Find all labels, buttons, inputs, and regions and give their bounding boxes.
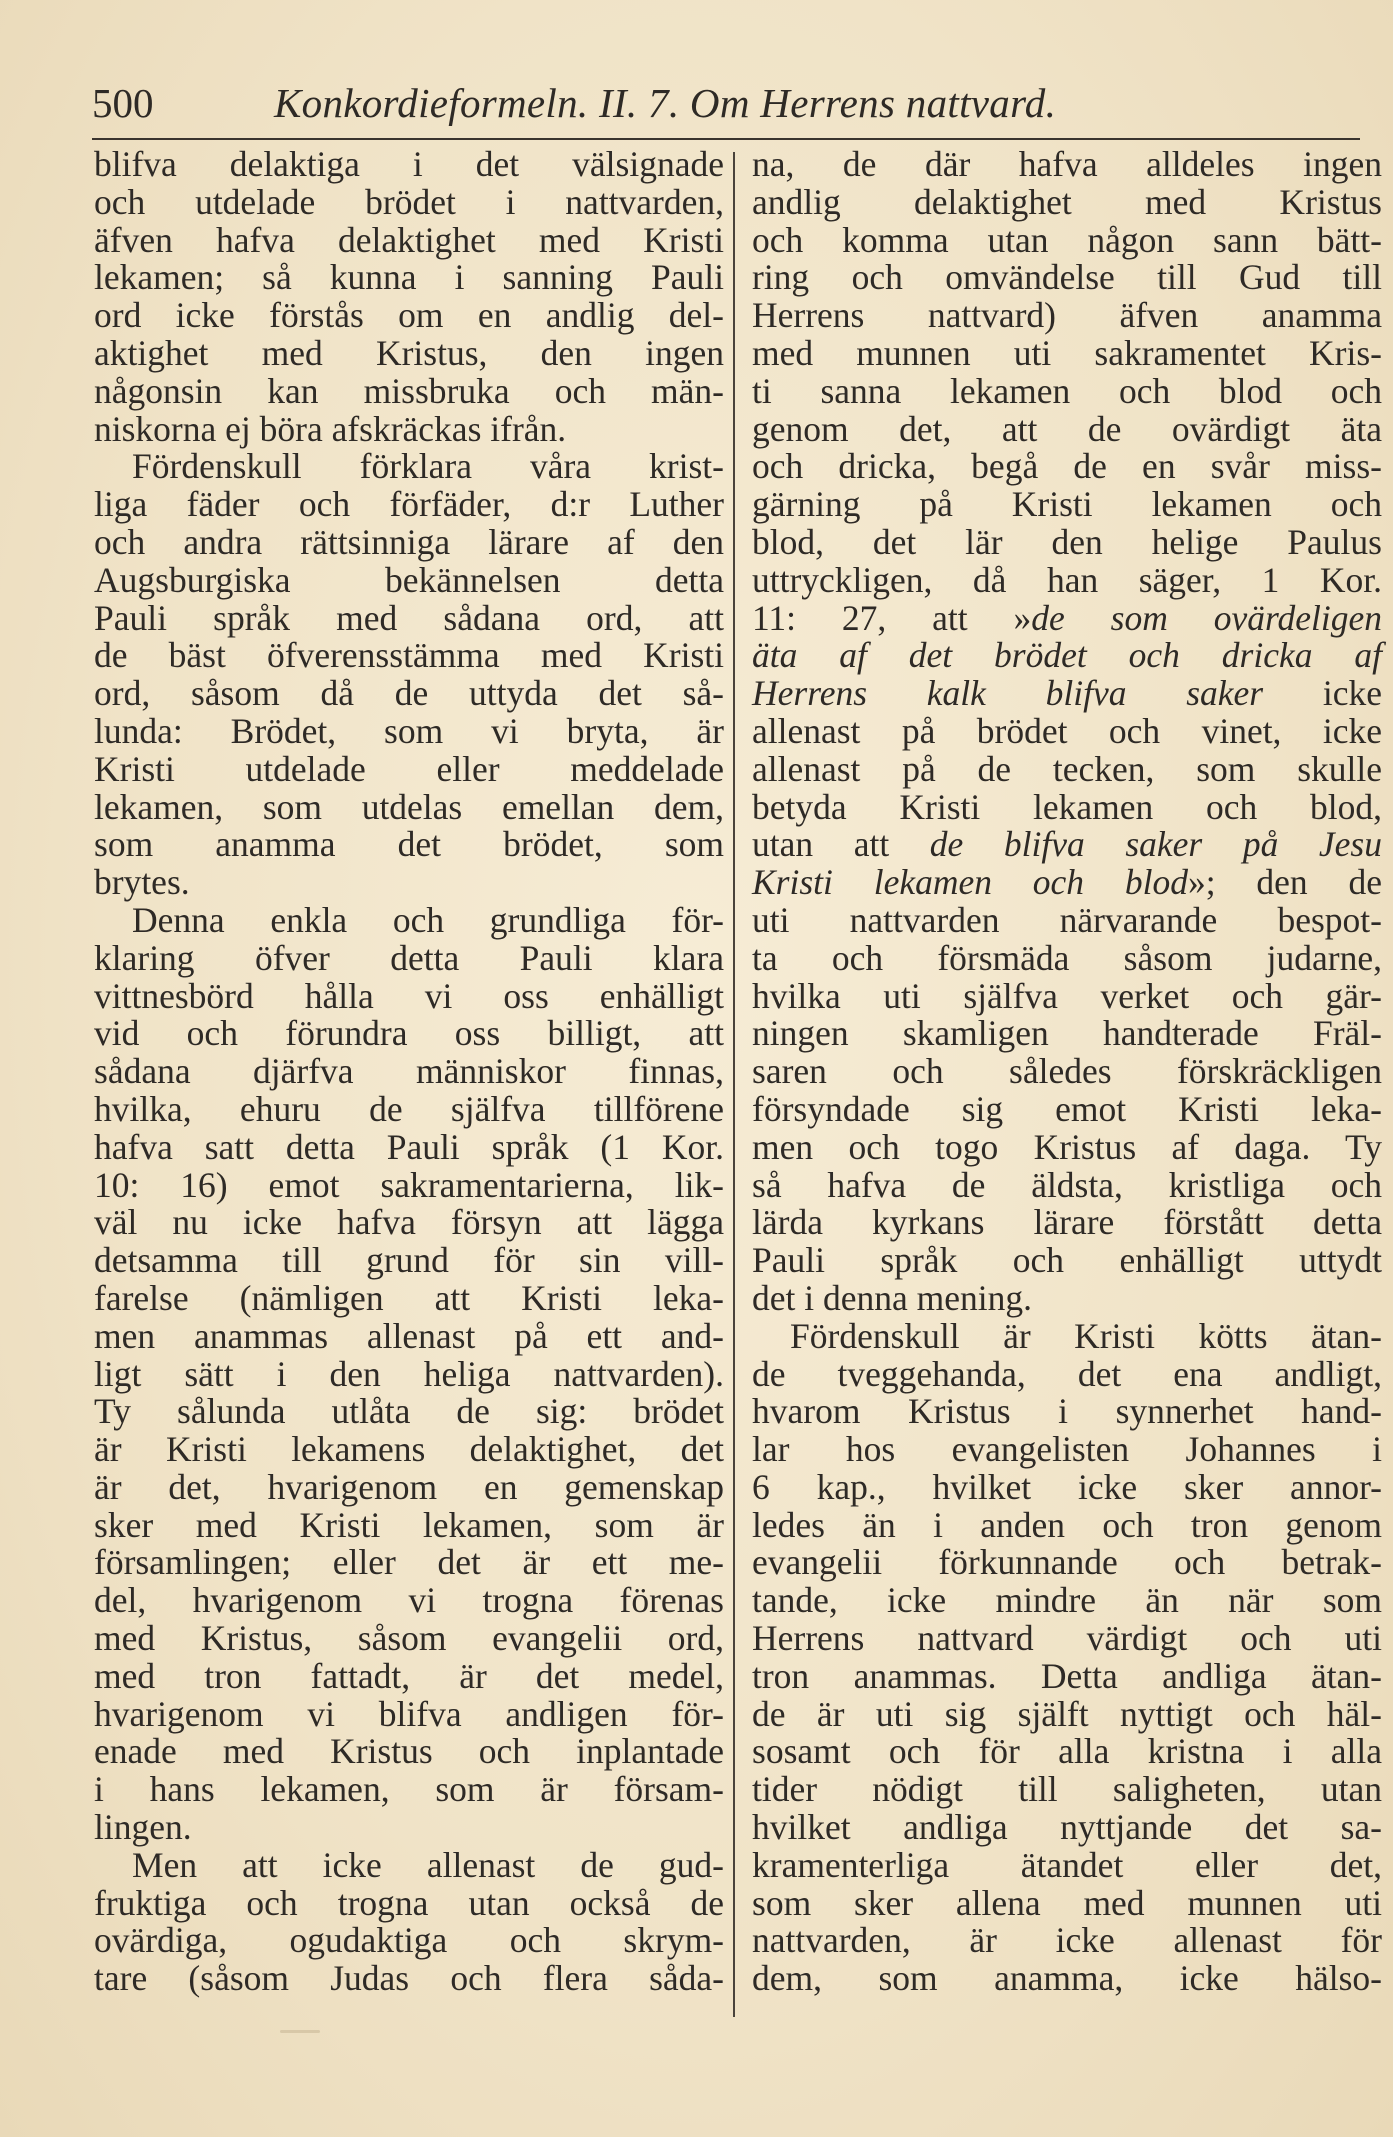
text-line: ord, såsom då de uttyda det så- [94, 673, 724, 714]
page-number: 500 [92, 80, 154, 126]
quote-segment: äta af det brödet och dricka af [752, 635, 1382, 676]
text-line: na, de där hafva alldeles ingen [752, 144, 1382, 184]
text-line [752, 637, 1382, 675]
text-line: och komma utan någon sann bätt- [752, 219, 1382, 260]
text-line: fruktiga och trogna utan också de [94, 1882, 724, 1923]
quote-segment: de blifva saker på Jesu [929, 824, 1382, 865]
text-segment: »; den de [1187, 862, 1382, 903]
text-line: saren och således förskräckligen [752, 1051, 1382, 1092]
text-line: de tveggehanda, det ena andligt, [752, 1353, 1382, 1394]
text-line: försyndade sig emot Kristi leka- [752, 1088, 1382, 1129]
text-line: väl nu icke hafva försyn att lägga [94, 1202, 724, 1243]
text-line: detsamma till grund för sin vill- [94, 1240, 724, 1281]
text-line: Ty sålunda utlåta de sig: brödet [94, 1391, 724, 1432]
text-line: Herrens nattvard) äfven anamma [752, 295, 1382, 336]
text-line: aktighet med Kristus, den ingen [94, 332, 724, 373]
text-line: så hafva de äldsta, kristliga och [752, 1164, 1382, 1205]
text-line: sådana djärfva människor finnas, [94, 1051, 724, 1092]
text-line: församlingen; eller det är ett me- [94, 1542, 724, 1583]
text-line: betyda Kristi lekamen och blod, [752, 786, 1382, 827]
text-line: Fördenskull är Kristi kötts ätan- [790, 1315, 1382, 1356]
text-line: ningen skamligen handterade Fräl- [752, 1013, 1382, 1054]
text-line: ti sanna lekamen och blod och [752, 370, 1382, 411]
text-line: 10: 16) emot sakramentarierna, lik- [94, 1164, 724, 1205]
text-line: Pauli språk och enhälligt uttydt [752, 1240, 1382, 1281]
text-line: Denna enkla och grundliga för- [132, 899, 724, 940]
left-column [94, 146, 724, 1998]
text-line: farelse (nämligen att Kristi leka- [94, 1277, 724, 1318]
header-rule [92, 138, 1360, 140]
text-line: andlig delaktighet med Kristus [752, 181, 1382, 222]
text-segment: icke [1263, 673, 1382, 714]
text-line: ligt sätt i den heliga nattvarden). [94, 1353, 724, 1394]
column-rule [733, 152, 735, 2017]
text-line: hvarom Kristus i synnerhet hand- [752, 1391, 1382, 1432]
text-line: Pauli språk med sådana ord, att [94, 597, 724, 638]
text-line: hvilka uti själfva verket och gär- [752, 975, 1382, 1016]
text-line: kramenterliga ätandet eller det, [752, 1844, 1382, 1885]
text-line: de bäst öfverensstämma med Kristi [94, 635, 724, 676]
text-line: Men att icke allenast de gud- [132, 1844, 724, 1885]
text-line: det i denna mening. [752, 1277, 1032, 1318]
text-line [752, 675, 1382, 713]
text-line: allenast på de tecken, som skulle [752, 748, 1382, 789]
text-line: som anamma det brödet, som [94, 824, 724, 865]
text-line: vittnesbörd hålla vi oss enhälligt [94, 975, 724, 1016]
quote-segment: Kristi lekamen och blod [752, 862, 1188, 903]
text-line: ring och omvändelse till Gud till [752, 257, 1382, 298]
text-line: lunda: Brödet, som vi bryta, är [94, 710, 724, 751]
text-line: hvilka, ehuru de själfva tillförene [94, 1088, 724, 1129]
text-line: är det, hvarigenom en gemenskap [94, 1466, 724, 1507]
text-line: uti nattvarden närvarande bespot- [752, 899, 1382, 940]
text-line: tider nödigt till saligheten, utan [752, 1769, 1382, 1810]
text-line: men anammas allenast på ett and- [94, 1315, 724, 1356]
text-line [752, 826, 1382, 864]
quote-segment: Herrens kalk blifva saker [752, 673, 1264, 714]
text-line: enade med Kristus och inplantade [94, 1731, 724, 1772]
text-line: med Kristus, såsom evangelii ord, [94, 1618, 724, 1659]
text-line: är Kristi lekamens delaktighet, det [94, 1429, 724, 1470]
text-line [752, 597, 1383, 638]
text-line: sosamt och för alla kristna i alla [752, 1731, 1382, 1772]
text-line: del, hvarigenom vi trogna förenas [94, 1580, 724, 1621]
text-line: genom det, att de ovärdigt äta [752, 408, 1382, 449]
text-line: uttryckligen, då han säger, 1 Kor. [752, 559, 1382, 600]
text-line: äfven hafva delaktighet med Kristi [94, 219, 724, 260]
text-line: ledes än i anden och tron genom [752, 1504, 1382, 1545]
quote-segment: de som ovärdeligen [1031, 597, 1383, 638]
text-line: 6 kap., hvilket icke sker annor- [752, 1466, 1382, 1507]
text-line: evangelii förkunnande och betrak- [752, 1542, 1382, 1583]
text-line: liga fäder och förfäder, d:r Luther [94, 484, 724, 525]
text-line: allenast på brödet och vinet, icke [752, 710, 1382, 751]
text-line: tare (såsom Judas och flera såda- [94, 1958, 724, 1999]
text-line: hvilket andliga nyttjande det sa- [752, 1807, 1382, 1848]
text-line: vid och förundra oss billigt, att [94, 1013, 724, 1054]
text-line: ovärdiga, ogudaktiga och skrym- [94, 1920, 724, 1961]
text-line: sker med Kristi lekamen, som är [94, 1504, 724, 1545]
text-line: blod, det lär den helige Paulus [752, 521, 1382, 562]
text-line: lingen. [94, 1807, 192, 1848]
right-column [752, 146, 1382, 1998]
text-line: lärda kyrkans lärare förstått detta [752, 1202, 1382, 1243]
page-header [92, 78, 1362, 128]
text-line: ta och försmäda såsom judarne, [752, 937, 1382, 978]
running-title: Konkordieformeln. II. 7. Om Herrens nattvard. [274, 80, 1057, 126]
text-line: dem, som anamma, icke hälso- [752, 1958, 1382, 1999]
text-line: hvarigenom vi blifva andligen för- [94, 1693, 724, 1734]
text-line: med tron fattadt, är det medel, [94, 1655, 724, 1696]
text-line: lekamen; så kunna i sanning Pauli [94, 257, 724, 298]
text-segment: 11: 27, att » [752, 597, 1032, 638]
text-line: de är uti sig själft nyttigt och häl- [752, 1693, 1382, 1734]
text-line [752, 864, 1382, 902]
text-line: tande, icke mindre än när som [752, 1580, 1382, 1621]
text-line: niskorna ej böra afskräckas ifrån. [94, 408, 567, 449]
text-segment: utan att [752, 824, 930, 865]
text-line: brytes. [94, 862, 190, 903]
text-line: som sker allena med munnen uti [752, 1882, 1382, 1923]
text-line: lar hos evangelisten Johannes i [752, 1429, 1382, 1470]
text-line: i hans lekamen, som är försam- [94, 1769, 724, 1810]
text-line: ord icke förstås om en andlig del- [94, 295, 724, 336]
text-line: lekamen, som utdelas emellan dem, [94, 786, 724, 827]
text-line: tron anammas. Detta andliga ätan- [752, 1655, 1382, 1696]
text-line: nattvarden, är icke allenast för [752, 1920, 1382, 1961]
text-line: och utdelade brödet i nattvarden, [94, 181, 724, 222]
text-line: och dricka, begå de en svår miss- [752, 446, 1382, 487]
text-line: hafva satt detta Pauli språk (1 Kor. [94, 1126, 724, 1167]
text-line: och andra rättsinniga lärare af den [94, 521, 724, 562]
text-line: Augsburgiska bekännelsen detta [94, 559, 724, 600]
page-blemish [280, 2030, 320, 2033]
text-line: med munnen uti sakramentet Kris- [752, 332, 1382, 373]
text-line: blifva delaktiga i det välsignade [94, 144, 724, 184]
text-line: klaring öfver detta Pauli klara [94, 937, 724, 978]
text-line: någonsin kan missbruka och män- [94, 370, 724, 411]
text-line: Kristi utdelade eller meddelade [94, 748, 724, 789]
text-line: gärning på Kristi lekamen och [752, 484, 1382, 525]
text-line: Fördenskull förklara våra krist- [132, 446, 724, 487]
text-line: men och togo Kristus af daga. Ty [752, 1126, 1382, 1167]
text-line: Herrens nattvard värdigt och uti [752, 1618, 1382, 1659]
